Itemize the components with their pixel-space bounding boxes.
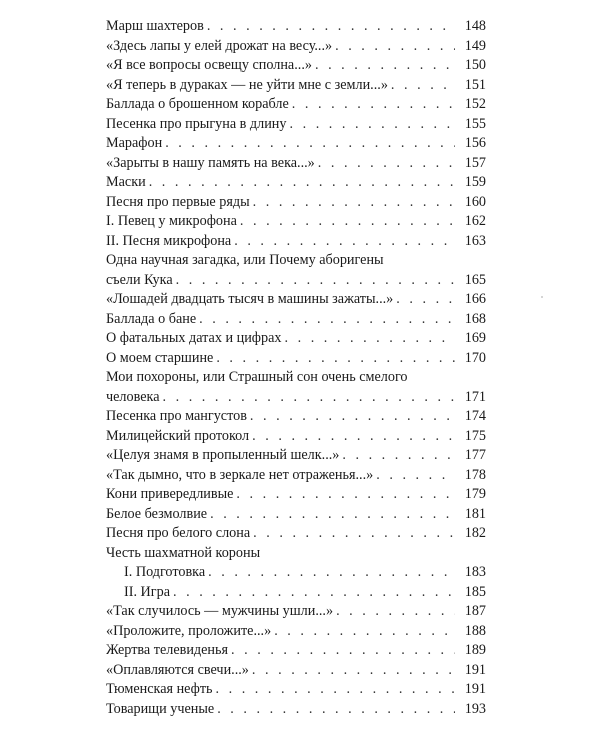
toc-entry-title: Песня про белого слона xyxy=(106,525,251,541)
toc-entry xyxy=(106,583,486,603)
toc-entry-title: Милицейский протокол xyxy=(106,427,250,444)
toc-entry xyxy=(106,602,486,622)
toc-entry-title: I. Певец у микрофона xyxy=(106,213,237,229)
dot-leader xyxy=(396,290,455,310)
toc-entry xyxy=(106,290,486,310)
dot-leader xyxy=(274,622,455,642)
dot-leader xyxy=(234,232,455,252)
toc-entry xyxy=(106,524,486,544)
toc-entry-title: Товарищи ученые xyxy=(106,700,215,717)
toc-entry-page-number: 179 xyxy=(464,486,486,502)
toc-entry-page-number: 165 xyxy=(464,271,486,288)
dot-leader xyxy=(292,95,455,115)
toc-entry-page-number: 150 xyxy=(464,57,486,73)
toc-entry-wrapped-line xyxy=(106,544,486,564)
toc-entry-page-number: 168 xyxy=(464,310,486,327)
toc-entry-page-number: 189 xyxy=(464,642,486,658)
dot-leader xyxy=(163,388,456,408)
toc-entry-title: «Я все вопросы освещу сполна...» xyxy=(106,57,312,73)
toc-entry-page-number: 178 xyxy=(464,466,486,483)
toc-entry-title: II. Игра xyxy=(124,583,170,600)
toc-entry-page-number: 163 xyxy=(464,232,486,249)
toc-entry-title: «Так случилось — мужчины ушли...» xyxy=(106,603,334,619)
dot-leader xyxy=(210,505,455,525)
dot-leader xyxy=(315,56,455,76)
toc-entry-title: «Так дымно, что в зеркале нет отраженья...» xyxy=(106,466,374,483)
toc-entry xyxy=(106,407,486,427)
toc-entry xyxy=(106,329,486,349)
toc-entry-title: Песенка про мангустов xyxy=(106,408,247,424)
toc-entry xyxy=(106,76,486,96)
toc-entry xyxy=(106,310,486,330)
toc-entry-title: О моем старшине xyxy=(106,349,214,366)
toc-entry-page-number: 148 xyxy=(464,18,486,34)
toc-entry-page-number: 185 xyxy=(464,583,486,600)
toc-entry xyxy=(106,173,486,193)
toc-entry-title: «Оплавляются свечи...» xyxy=(106,661,249,678)
toc-entry-page-number: 170 xyxy=(464,349,486,366)
dot-leader xyxy=(173,583,455,603)
dot-leader xyxy=(290,115,456,135)
toc-entry xyxy=(106,212,486,232)
toc-entry-page-number: 159 xyxy=(464,174,486,190)
toc-entry-title: Марафон xyxy=(106,135,163,151)
toc-entry-page-number: 160 xyxy=(464,193,486,210)
dot-leader xyxy=(216,349,455,369)
toc-entry-title: Жертва телевиденья xyxy=(106,642,229,658)
toc-entry-page-number: 193 xyxy=(464,700,486,717)
toc-entry xyxy=(106,661,486,681)
toc-entry-wrapped-line xyxy=(106,368,486,388)
toc-entry-title: Маски xyxy=(106,174,146,190)
toc-entry-page-number: 152 xyxy=(464,96,486,112)
toc-entry-page-number: 149 xyxy=(464,37,486,54)
dot-leader xyxy=(236,485,455,505)
dot-leader xyxy=(149,173,455,193)
toc-entry xyxy=(106,349,486,369)
dot-leader xyxy=(217,700,455,720)
toc-entry xyxy=(106,700,486,720)
dot-leader xyxy=(240,212,455,232)
dot-leader xyxy=(216,680,455,700)
toc-entry xyxy=(106,466,486,486)
toc-entry-page-number: 166 xyxy=(464,291,486,307)
table-of-contents xyxy=(106,17,486,719)
toc-entry-page-number: 182 xyxy=(464,525,486,541)
toc-entry-page-number: 191 xyxy=(464,681,486,697)
toc-entry-page-number: 156 xyxy=(464,135,486,151)
dot-leader xyxy=(318,154,455,174)
toc-entry xyxy=(106,505,486,525)
dot-leader xyxy=(336,602,455,622)
toc-entry-title: Мои похороны, или Страшный сон очень смелого xyxy=(106,369,408,385)
dot-leader xyxy=(252,661,455,681)
toc-entry-title: Тюменская нефть xyxy=(106,681,213,697)
toc-entry-page-number: 157 xyxy=(464,154,486,171)
dot-leader xyxy=(250,407,455,427)
toc-entry-title: Песенка про прыгуна в длину xyxy=(106,115,287,132)
paper-speck xyxy=(541,296,543,298)
toc-entry xyxy=(106,388,486,408)
toc-entry-title: Белое безмолвие xyxy=(106,505,208,522)
toc-entry-title: Песня про первые ряды xyxy=(106,193,250,210)
toc-entry xyxy=(106,37,486,57)
toc-entry xyxy=(106,622,486,642)
toc-entry-page-number: 187 xyxy=(464,603,486,619)
toc-entry-title: «Лошадей двадцать тысяч в машины зажаты...» xyxy=(106,291,394,307)
toc-entry-page-number: 174 xyxy=(464,408,486,424)
toc-entry-title: Одна научная загадка, или Почему аборигены xyxy=(106,252,384,268)
toc-entry-title: съели Кука xyxy=(106,271,173,288)
toc-entry xyxy=(106,17,486,37)
dot-leader xyxy=(199,310,455,330)
dot-leader xyxy=(285,329,456,349)
toc-entry-page-number: 169 xyxy=(464,330,486,346)
toc-entry-title: «Проложите, проложите...» xyxy=(106,622,272,639)
toc-entry xyxy=(106,232,486,252)
toc-entry-page-number: 171 xyxy=(464,388,486,405)
dot-leader xyxy=(342,446,455,466)
dot-leader xyxy=(176,271,455,291)
toc-entry-title: I. Подготовка xyxy=(124,564,206,580)
toc-entry xyxy=(106,271,486,291)
toc-entry-title: Баллада о бане xyxy=(106,310,197,327)
toc-entry xyxy=(106,446,486,466)
toc-entry-page-number: 177 xyxy=(464,447,486,463)
toc-entry-title: «Целуя знамя в пропыленный шелк...» xyxy=(106,447,340,463)
toc-entry-title: «Здесь лапы у елей дрожат на весу...» xyxy=(106,37,333,54)
dot-leader xyxy=(391,76,455,96)
toc-entry-page-number: 191 xyxy=(464,661,486,678)
toc-entry xyxy=(106,193,486,213)
toc-entry-page-number: 181 xyxy=(464,505,486,522)
toc-entry-title: II. Песня микрофона xyxy=(106,232,232,249)
toc-entry xyxy=(106,563,486,583)
toc-entry-title: Кони привередливые xyxy=(106,486,234,502)
toc-entry-title: О фатальных датах и цифрах xyxy=(106,330,282,346)
dot-leader xyxy=(165,134,455,154)
dot-leader xyxy=(376,466,455,486)
toc-entry-wrapped-line xyxy=(106,251,486,271)
toc-entry-title: Баллада о брошенном корабле xyxy=(106,96,289,112)
toc-entry-title: Марш шахтеров xyxy=(106,18,204,34)
dot-leader xyxy=(207,17,455,37)
toc-entry-page-number: 183 xyxy=(464,564,486,580)
toc-entry xyxy=(106,680,486,700)
toc-entry xyxy=(106,56,486,76)
toc-entry-page-number: 155 xyxy=(464,115,486,132)
dot-leader xyxy=(335,37,455,57)
toc-entry-page-number: 175 xyxy=(464,427,486,444)
toc-entry xyxy=(106,427,486,447)
dot-leader xyxy=(252,427,455,447)
toc-entry-title: Честь шахматной короны xyxy=(106,544,261,561)
toc-entry xyxy=(106,115,486,135)
dot-leader xyxy=(231,641,455,661)
toc-entry xyxy=(106,485,486,505)
toc-entry-title: человека xyxy=(106,388,160,405)
toc-entry-page-number: 162 xyxy=(464,213,486,229)
dot-leader xyxy=(253,524,455,544)
toc-entry-page-number: 151 xyxy=(464,76,486,93)
toc-entry-title: «Я теперь в дураках — не уйти мне с земли...» xyxy=(106,76,388,93)
dot-leader xyxy=(253,193,455,213)
toc-entry-title: «Зарыты в нашу память на века...» xyxy=(106,154,315,171)
toc-entry xyxy=(106,641,486,661)
toc-entry-page-number: 188 xyxy=(464,622,486,639)
toc-entry xyxy=(106,154,486,174)
toc-entry xyxy=(106,134,486,154)
dot-leader xyxy=(208,563,455,583)
toc-entry xyxy=(106,95,486,115)
